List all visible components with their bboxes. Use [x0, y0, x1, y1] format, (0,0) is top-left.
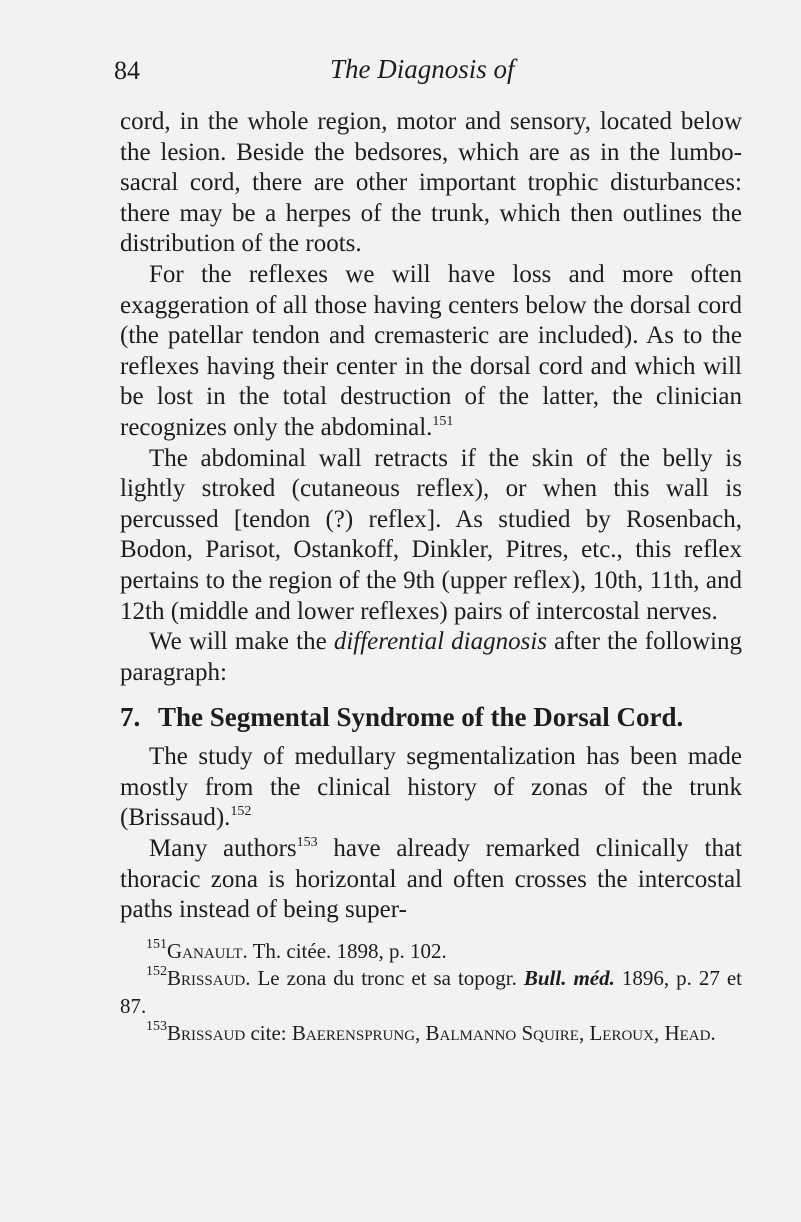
footnote-number: 151	[146, 936, 167, 952]
footnote	[120, 965, 742, 1020]
paragraph-text: Many authors	[149, 835, 297, 863]
footnote-text: Le zona du tronc et sa topogr.	[250, 966, 524, 991]
paragraph	[120, 742, 742, 834]
page-number: 84	[114, 56, 140, 85]
page-header	[0, 50, 801, 90]
paragraph	[120, 107, 742, 260]
paragraph-text: The abdominal wall retracts if the skin of the belly is lightly stroked (cutaneous reflex), or when this wall is percussed [tendon (?) reflex]. As studied by Rosenbach, Bodon, Parisot, Ostankoff, Dinkler, Pitres, etc., this reflex pertains to the region of the 9th (upper reflex), 10th, 11th, and 12th (middle and lower reflexes) pairs of intercostal nerves.	[120, 444, 742, 625]
footnote-ref: 153	[296, 835, 318, 851]
footnote-number: 153	[146, 1019, 167, 1035]
footnote-author: Ganault.	[167, 938, 248, 963]
footnotes	[120, 938, 742, 1048]
paragraph-text: have already remarked clinically that thoracic zona is horizontal and often crosses the intercostal paths instead of being super-	[120, 835, 742, 924]
footnote-text: 1896, p. 27 et 87.	[120, 966, 742, 1018]
page-body	[120, 107, 742, 1048]
footnote-authors: Baerensprung, Balmanno Squire, Leroux, Head.	[291, 1021, 716, 1046]
paragraph-text: The study of medullary segmentalization has been made mostly from the clinical history of zonas of the trunk (Brissaud).	[120, 743, 742, 832]
footnote-ref: 151	[432, 413, 454, 429]
paragraph	[120, 627, 742, 688]
paragraph-text: We will make the	[149, 628, 334, 656]
footnote-text: cite:	[245, 1021, 292, 1046]
section-title: The Segmental Syndrome of the Dorsal Cord.	[158, 702, 684, 733]
paragraph-text: For the reflexes we will have loss and more often exaggeration of all those having centers below the dorsal cord (the patellar tendon and cremasteric are included). As to the reflexes having their center in the dorsal cord and which will be lost in the total destruction of the latter, the clinician recognizes only the abdominal.	[120, 260, 742, 441]
paragraph	[120, 260, 742, 444]
paragraph-text: after the following paragraph:	[120, 628, 742, 686]
emphasis-text: differential diagnosis	[333, 628, 548, 656]
paragraph	[120, 834, 742, 926]
paragraph-text: cord, in the whole region, motor and sensory, located below the lesion. Beside the bedsores, which are as in the lumbo-sacral cord, there are other important trophic disturbances: there may be a herpes of the trunk, which then outlines the distribution of the roots.	[120, 108, 742, 258]
footnote-text: Th. citée. 1898, p. 102.	[247, 938, 447, 963]
footnote-author: Brissaud	[167, 1021, 246, 1046]
footnote	[120, 938, 742, 966]
section-number: 7.	[120, 702, 141, 733]
paragraph	[120, 444, 742, 628]
footnote-author: Brissaud.	[167, 966, 251, 991]
footnote-ref: 152	[230, 804, 252, 820]
section-heading	[120, 700, 742, 734]
footnote-journal: Bull. méd.	[523, 966, 615, 991]
running-title: The Diagnosis of	[330, 54, 515, 84]
footnote-number: 152	[146, 964, 167, 980]
footnote	[120, 1020, 742, 1048]
